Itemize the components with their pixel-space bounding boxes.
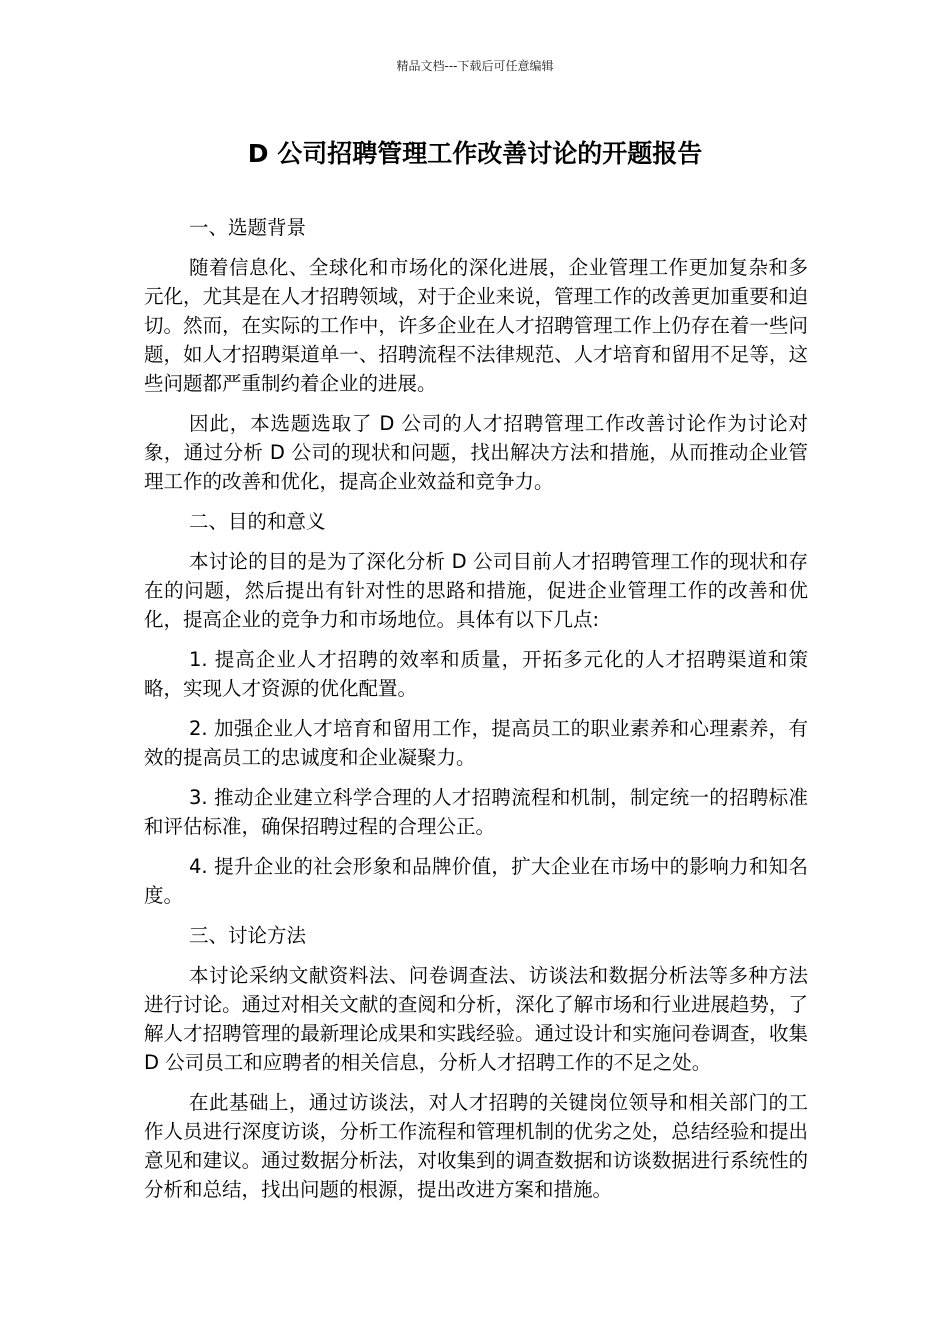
- background-paragraph-1: 随着信息化、全球化和市场化的深化进展，企业管理工作更加复杂和多元化，尤其是在人才招聘领域，对于企业来说，管理工作的改善更加重要和迫切。然而，在实际的工作中，许多企业在人才招聘管理工作上仍存在着一些问题，如人才招聘渠道单一、招聘流程不法律规范、人才培育和留用不足等，这些问题都严重制约着企业的进展。: [144, 256, 808, 395]
- methods-paragraph-1: 本讨论采纳文献资料法、问卷调查法、访谈法和数据分析法等多种方法进行讨论。通过对相关文献的查阅和分析，深化了解市场和行业进展趋势，了解人才招聘管理的最新理论成果和实践经验。通过设计和实施问卷调查，收集 D 公司员工和应聘者的相关信息，分析人才招聘工作的不足之处。: [144, 964, 808, 1074]
- section-heading-methods: 三、讨论方法: [189, 924, 307, 947]
- purpose-point-2: 2. 加强企业人才培育和留用工作，提高员工的职业素养和心理素养，有效的提高员工的忠诚度和企业凝聚力。: [144, 717, 808, 769]
- purpose-point-3: 3. 推动企业建立科学合理的人才招聘流程和机制，制定统一的招聘标准和评估标准，确保招聘过程的合理公正。: [144, 786, 808, 838]
- document-title: D 公司招聘管理工作改善讨论的开题报告: [247, 139, 703, 168]
- purpose-point-1: 1. 提高企业人才招聘的效率和质量，开拓多元化的人才招聘渠道和策略，实现人才资源的优化配置。: [144, 648, 808, 700]
- background-paragraph-2: 因此，本选题选取了 D 公司的人才招聘管理工作改善讨论作为讨论对象，通过分析 D 公司的现状和问题，找出解决方法和措施，从而推动企业管理工作的改善和优化，提高企业效益和竞争力。: [144, 412, 808, 493]
- purpose-intro-paragraph: 本讨论的目的是为了深化分析 D 公司目前人才招聘管理工作的现状和存在的问题，然后提出有针对性的思路和措施，促进企业管理工作的改善和优化，提高企业的竞争力和市场地位。具体有以下几点:: [144, 550, 808, 631]
- section-heading-purpose: 二、目的和意义: [189, 510, 326, 533]
- purpose-point-4: 4. 提升企业的社会形象和品牌价值，扩大企业在市场中的影响力和知名度。: [144, 855, 808, 907]
- document-body: [144, 213, 808, 1215]
- section-heading-background: 一、选题背景: [189, 216, 307, 239]
- methods-paragraph-2: 在此基础上，通过访谈法，对人才招聘的关键岗位领导和相关部门的工作人员进行深度访谈，分析工作流程和管理机制的优劣之处，总结经验和提出意见和建议。通过数据分析法，对收集到的调查数据和访谈数据进行系统性的分析和总结，找出问题的根源，提出改进方案和措施。: [144, 1091, 808, 1201]
- header-note: 精品文档---下载后可任意编辑: [396, 59, 554, 73]
